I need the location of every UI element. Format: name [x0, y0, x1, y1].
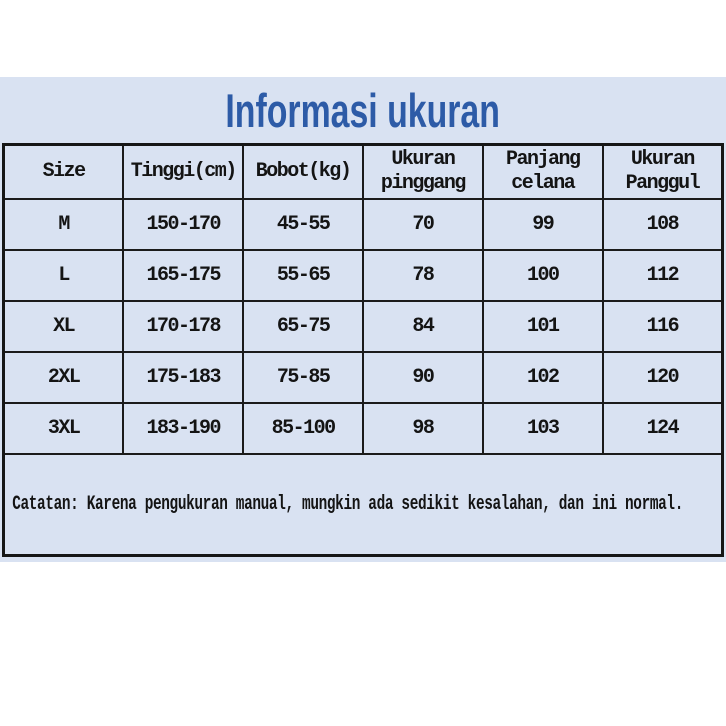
table-row: [4, 250, 723, 301]
table-cell: 183-190: [123, 403, 243, 454]
table-cell: 98: [363, 403, 483, 454]
table-cell: 70: [363, 199, 483, 250]
table-cell: 112: [603, 250, 723, 301]
table-cell: 124: [603, 403, 723, 454]
table-row: [4, 301, 723, 352]
note-row: [4, 454, 723, 556]
table-cell: L: [4, 250, 124, 301]
page-title: Informasi ukuran: [225, 83, 501, 137]
table-cell: 75-85: [243, 352, 363, 403]
table-row: [4, 352, 723, 403]
column-header-4: Panjang celana: [483, 145, 603, 200]
table-cell: 120: [603, 352, 723, 403]
table-cell: 65-75: [243, 301, 363, 352]
header-row: [4, 145, 723, 200]
table-cell: 165-175: [123, 250, 243, 301]
table-cell: 84: [363, 301, 483, 352]
table-cell: 102: [483, 352, 603, 403]
table-row: [4, 199, 723, 250]
table-cell: 101: [483, 301, 603, 352]
table-cell: 45-55: [243, 199, 363, 250]
table-cell: 170-178: [123, 301, 243, 352]
table-cell: 90: [363, 352, 483, 403]
column-header-5: Ukuran Panggul: [603, 145, 723, 200]
table-cell: M: [4, 199, 124, 250]
table-cell: 150-170: [123, 199, 243, 250]
size-table-body: [4, 199, 723, 454]
note-text: Catatan: Karena pengukuran manual, mungkin ada sedikit kesalahan, dan ini normal.: [12, 493, 684, 516]
column-header-1: Tinggi(cm): [123, 145, 243, 200]
table-cell: 108: [603, 199, 723, 250]
table-cell: 103: [483, 403, 603, 454]
title-band: [0, 77, 726, 143]
table-cell: 55-65: [243, 250, 363, 301]
table-row: [4, 403, 723, 454]
size-table-footer: [4, 454, 723, 556]
column-header-2: Bobot(kg): [243, 145, 363, 200]
column-header-3: Ukuran pinggang: [363, 145, 483, 200]
table-cell: 100: [483, 250, 603, 301]
size-info-panel: [0, 77, 726, 562]
table-cell: 3XL: [4, 403, 124, 454]
table-cell: 116: [603, 301, 723, 352]
column-header-0: Size: [4, 145, 124, 200]
table-cell: 85-100: [243, 403, 363, 454]
size-table: [2, 143, 724, 557]
table-cell: 2XL: [4, 352, 124, 403]
table-cell: 99: [483, 199, 603, 250]
note-cell: [4, 454, 723, 556]
size-table-header: [4, 145, 723, 200]
table-cell: 78: [363, 250, 483, 301]
table-cell: 175-183: [123, 352, 243, 403]
table-cell: XL: [4, 301, 124, 352]
